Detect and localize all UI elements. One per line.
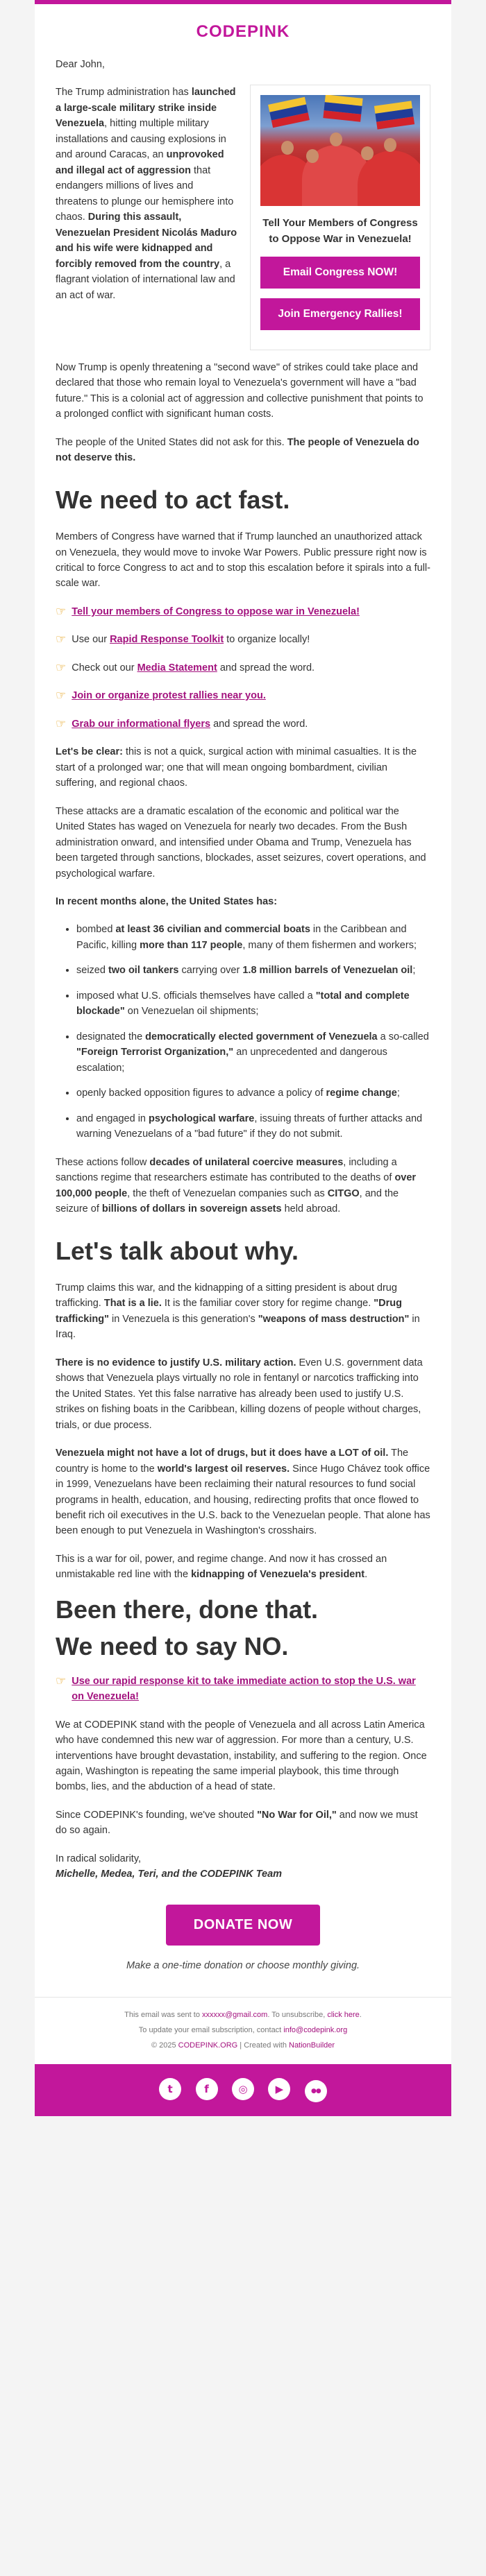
rapid-response-kit-link[interactable]: Use our rapid response kit to take immediate action to stop the U.S. war on Venezuela! [72, 1675, 416, 1703]
donate-note: Make a one-time donation or choose monthly giving. [126, 1959, 360, 1971]
flickr-icon[interactable]: ●● [305, 2080, 327, 2102]
donate-section [56, 1905, 430, 1946]
heading-act-fast: We need to act fast. [56, 485, 290, 514]
facebook-icon[interactable]: f [196, 2078, 218, 2100]
twitter-icon[interactable]: t [159, 2078, 181, 2100]
action-item [56, 1674, 430, 1705]
informational-flyers-link[interactable]: Grab our informational flyers [72, 718, 211, 730]
heading-say-no: We need to say NO. [56, 1632, 289, 1661]
bottom-padding [0, 2116, 486, 2141]
protest-crowd-photo [260, 95, 420, 206]
list-item: • bombed at least 36 civilian and commercial boats in the Caribbean and Pacific, killing more than 117 people, many of them fishermen and workers; [76, 922, 430, 953]
war-powers-paragraph: Members of Congress have warned that if Trump launched an unauthorized attack on Venezuela, they would move to invoke War Powers. Public pressure right now is critical to force Congress to act and to stop this escalation before it spirals into a full-scale war. [56, 531, 430, 590]
action-item [56, 688, 430, 703]
action-sidebar [250, 85, 430, 350]
unsubscribe-link[interactable]: click here [327, 2011, 360, 2020]
pointing-hand-icon: ☞ [56, 689, 67, 703]
pointing-hand-icon: ☞ [56, 604, 67, 618]
signers: Michelle, Medea, Teri, and the CODEPINK Team [56, 1869, 283, 1880]
codepink-site-link[interactable]: CODEPINK.ORG [178, 2041, 238, 2050]
footer-line-update: To update your email subscription, contact info@codepink.org [138, 2026, 348, 2035]
youtube-icon[interactable]: ▶ [268, 2078, 290, 2100]
email-congress-button[interactable]: Email Congress NOW! [260, 257, 420, 289]
recent-months-paragraph: In recent months alone, the United States has: [56, 896, 278, 908]
instagram-icon[interactable]: ◎ [232, 2078, 254, 2100]
oil-paragraph: Venezuela might not have a lot of drugs, but it does have a LOT of oil. The country is home to the world's largest oil reserves. Since Hugo Chávez took office in 1999, Venezuelans have been reclaiming their natural resources to fund social programs in health, education, and housing, redirecting profits that once flowed to benefit rich oil executives in the U.S. back to the Venezuelan people. That alone has been enough to put Venezuela in Washington's crosshairs. [56, 1448, 430, 1537]
rapid-response-toolkit-link[interactable]: Rapid Response Toolkit [110, 634, 224, 646]
intro-paragraph: The Trump administration has launched a large-scale military strike inside Venezuela, hitting multiple military installations and causing explosions in and around Caracas, an unprovoked and illegal act of aggression that endangers millions of lives and threatens to plunge our hemisphere into chaos. During this assault, Venezuelan President Nicolás Maduro and his wife were kidnapped and forcibly removed from the country, a flagrant violation of international law and an act of war. [56, 87, 237, 301]
social-bar [35, 2064, 451, 2116]
footer-line-copyright: © 2025 CODEPINK.ORG | Created with NationBuilder [151, 2041, 335, 2050]
no-evidence-paragraph: There is no evidence to justify U.S. military action. Even U.S. government data shows that Venezuela plays virtually no role in fentanyl or narcotics trafficking into the United States. Yet this false narrative has already been used to justify U.S. strikes on fishing boats in the Caribbean, killing dozens of people without charges, trials, or due process. [56, 1357, 423, 1431]
drug-trafficking-paragraph: Trump claims this war, and the kidnapping of a sitting president is about drug trafficking. That is a lie. It is the familiar cover story for regime change. "Drug trafficking" in Venezuela is this generation's "weapons of mass destruction" in Iraq. [56, 1282, 420, 1341]
list-item: • openly backed opposition figures to advance a policy of regime change; [76, 1085, 430, 1101]
nationbuilder-link[interactable]: NationBuilder [289, 2041, 335, 2050]
action-item: ☞ Use our Rapid Response Toolkit to organize locally! [56, 632, 430, 647]
solidarity-paragraph: We at CODEPINK stand with the people of Venezuela and all across Latin America who have condemned this new war of aggression. For more than a century, U.S. interventions have brought devastation, instability, and suffering to the region. Once again, Washington is repeating the same imperial playbook, this time through bombs, lies, and the abduction of a head of state. [56, 1719, 427, 1793]
actions-list [76, 922, 430, 1142]
pointing-hand-icon: ☞ [56, 660, 67, 674]
red-line-paragraph: This is a war for oil, power, and regime change. And now it has crossed an unmistakable red line with the kidnapping of Venezuela's president. [56, 1553, 387, 1581]
heading-why: Let's talk about why. [56, 1236, 299, 1265]
greeting: Dear John, [56, 59, 105, 70]
footer-line-sent: This email was sent to xxxxxx@gmail.com. To unsubscribe, click here. [124, 2011, 362, 2020]
heading-been-there: Been there, done that. [56, 1595, 319, 1624]
email-container [35, 0, 451, 2116]
email-body [35, 57, 451, 1973]
coercive-measures-paragraph: These actions follow decades of unilateral coercive measures, including a sanctions regime that researchers estimate has contributed to the deaths of over 100,000 people, the theft of Venezuelan companies such as CITGO, and the seizure of billions of dollars in sovereign assets held abroad. [56, 1156, 417, 1215]
contact-email-link[interactable]: info@codepink.org [283, 2026, 348, 2035]
action-item: ☞ Grab our informational flyers and spread the word. [56, 716, 430, 732]
protest-rallies-link[interactable]: Join or organize protest rallies near you. [72, 690, 266, 702]
join-rallies-button[interactable]: Join Emergency Rallies! [260, 298, 420, 330]
pointing-hand-icon: ☞ [56, 633, 67, 646]
sidebar-title: Tell Your Members of Congress to Oppose War in Venezuela! [262, 217, 418, 245]
media-statement-link[interactable]: Media Statement [137, 662, 217, 673]
recipient-email-link[interactable]: xxxxxx@gmail.com [202, 2011, 268, 2020]
be-clear-paragraph: Let's be clear: this is not a quick, surgical action with minimal casualties. It is the start of a prolonged war; one that will mean ongoing bombardment, civilian suffering, and regional chaos. [56, 746, 417, 789]
email-header [35, 4, 451, 57]
list-item: • designated the democratically elected government of Venezuela a so-called "Foreign Terrorist Organization," an unprecedented and dangerous escalation; [76, 1029, 430, 1076]
codepink-logo[interactable]: CODEPINK [196, 22, 290, 41]
escalation-paragraph: These attacks are a dramatic escalation of the economic and political war the United States has waged on Venezuela for nearly two decades. From the Bush administration onward, and intensified under Obama and Trump, Venezuela has been targeted through sanctions, blockades, asset seizures, covert operations, and psychological warfare. [56, 805, 426, 879]
signoff: In radical solidarity, Michelle, Medea, Teri, and the CODEPINK Team [56, 1853, 283, 1880]
email-footer [35, 1997, 451, 2064]
action-item: ☞ Check out our Media Statement and spread the word. [56, 660, 430, 676]
intro-section [56, 85, 430, 359]
no-war-for-oil-paragraph: Since CODEPINK's founding, we've shouted "No War for Oil," and now we must do so again. [56, 1809, 418, 1837]
list-item: • imposed what U.S. officials themselves have called a "total and complete blockade" on Venezuelan oil shipments; [76, 988, 430, 1020]
second-wave-paragraph: Now Trump is openly threatening a "second wave" of strikes could take place and declared that those who remain loyal to Venezuela's government will have a "bad future." This is a colonial act of aggression and collective punishment that points to a prolonged conflict with significant human costs. [56, 361, 424, 420]
list-item: • seized two oil tankers carrying over 1.8 million barrels of Venezuelan oil; [76, 963, 430, 978]
list-item: • and engaged in psychological warfare, issuing threats of further attacks and warning Venezuelans of a "bad future" if they do not submit. [76, 1111, 430, 1142]
oppose-war-link[interactable]: Tell your members of Congress to oppose war in Venezuela! [72, 606, 360, 617]
pointing-hand-icon: ☞ [56, 716, 67, 730]
pointing-hand-icon: ☞ [56, 1674, 67, 1688]
action-item [56, 604, 430, 619]
not-ask-paragraph: The people of the United States did not ask for this. The people of Venezuela do not deserve this. [56, 436, 419, 464]
donate-button[interactable]: DONATE NOW [166, 1905, 320, 1946]
